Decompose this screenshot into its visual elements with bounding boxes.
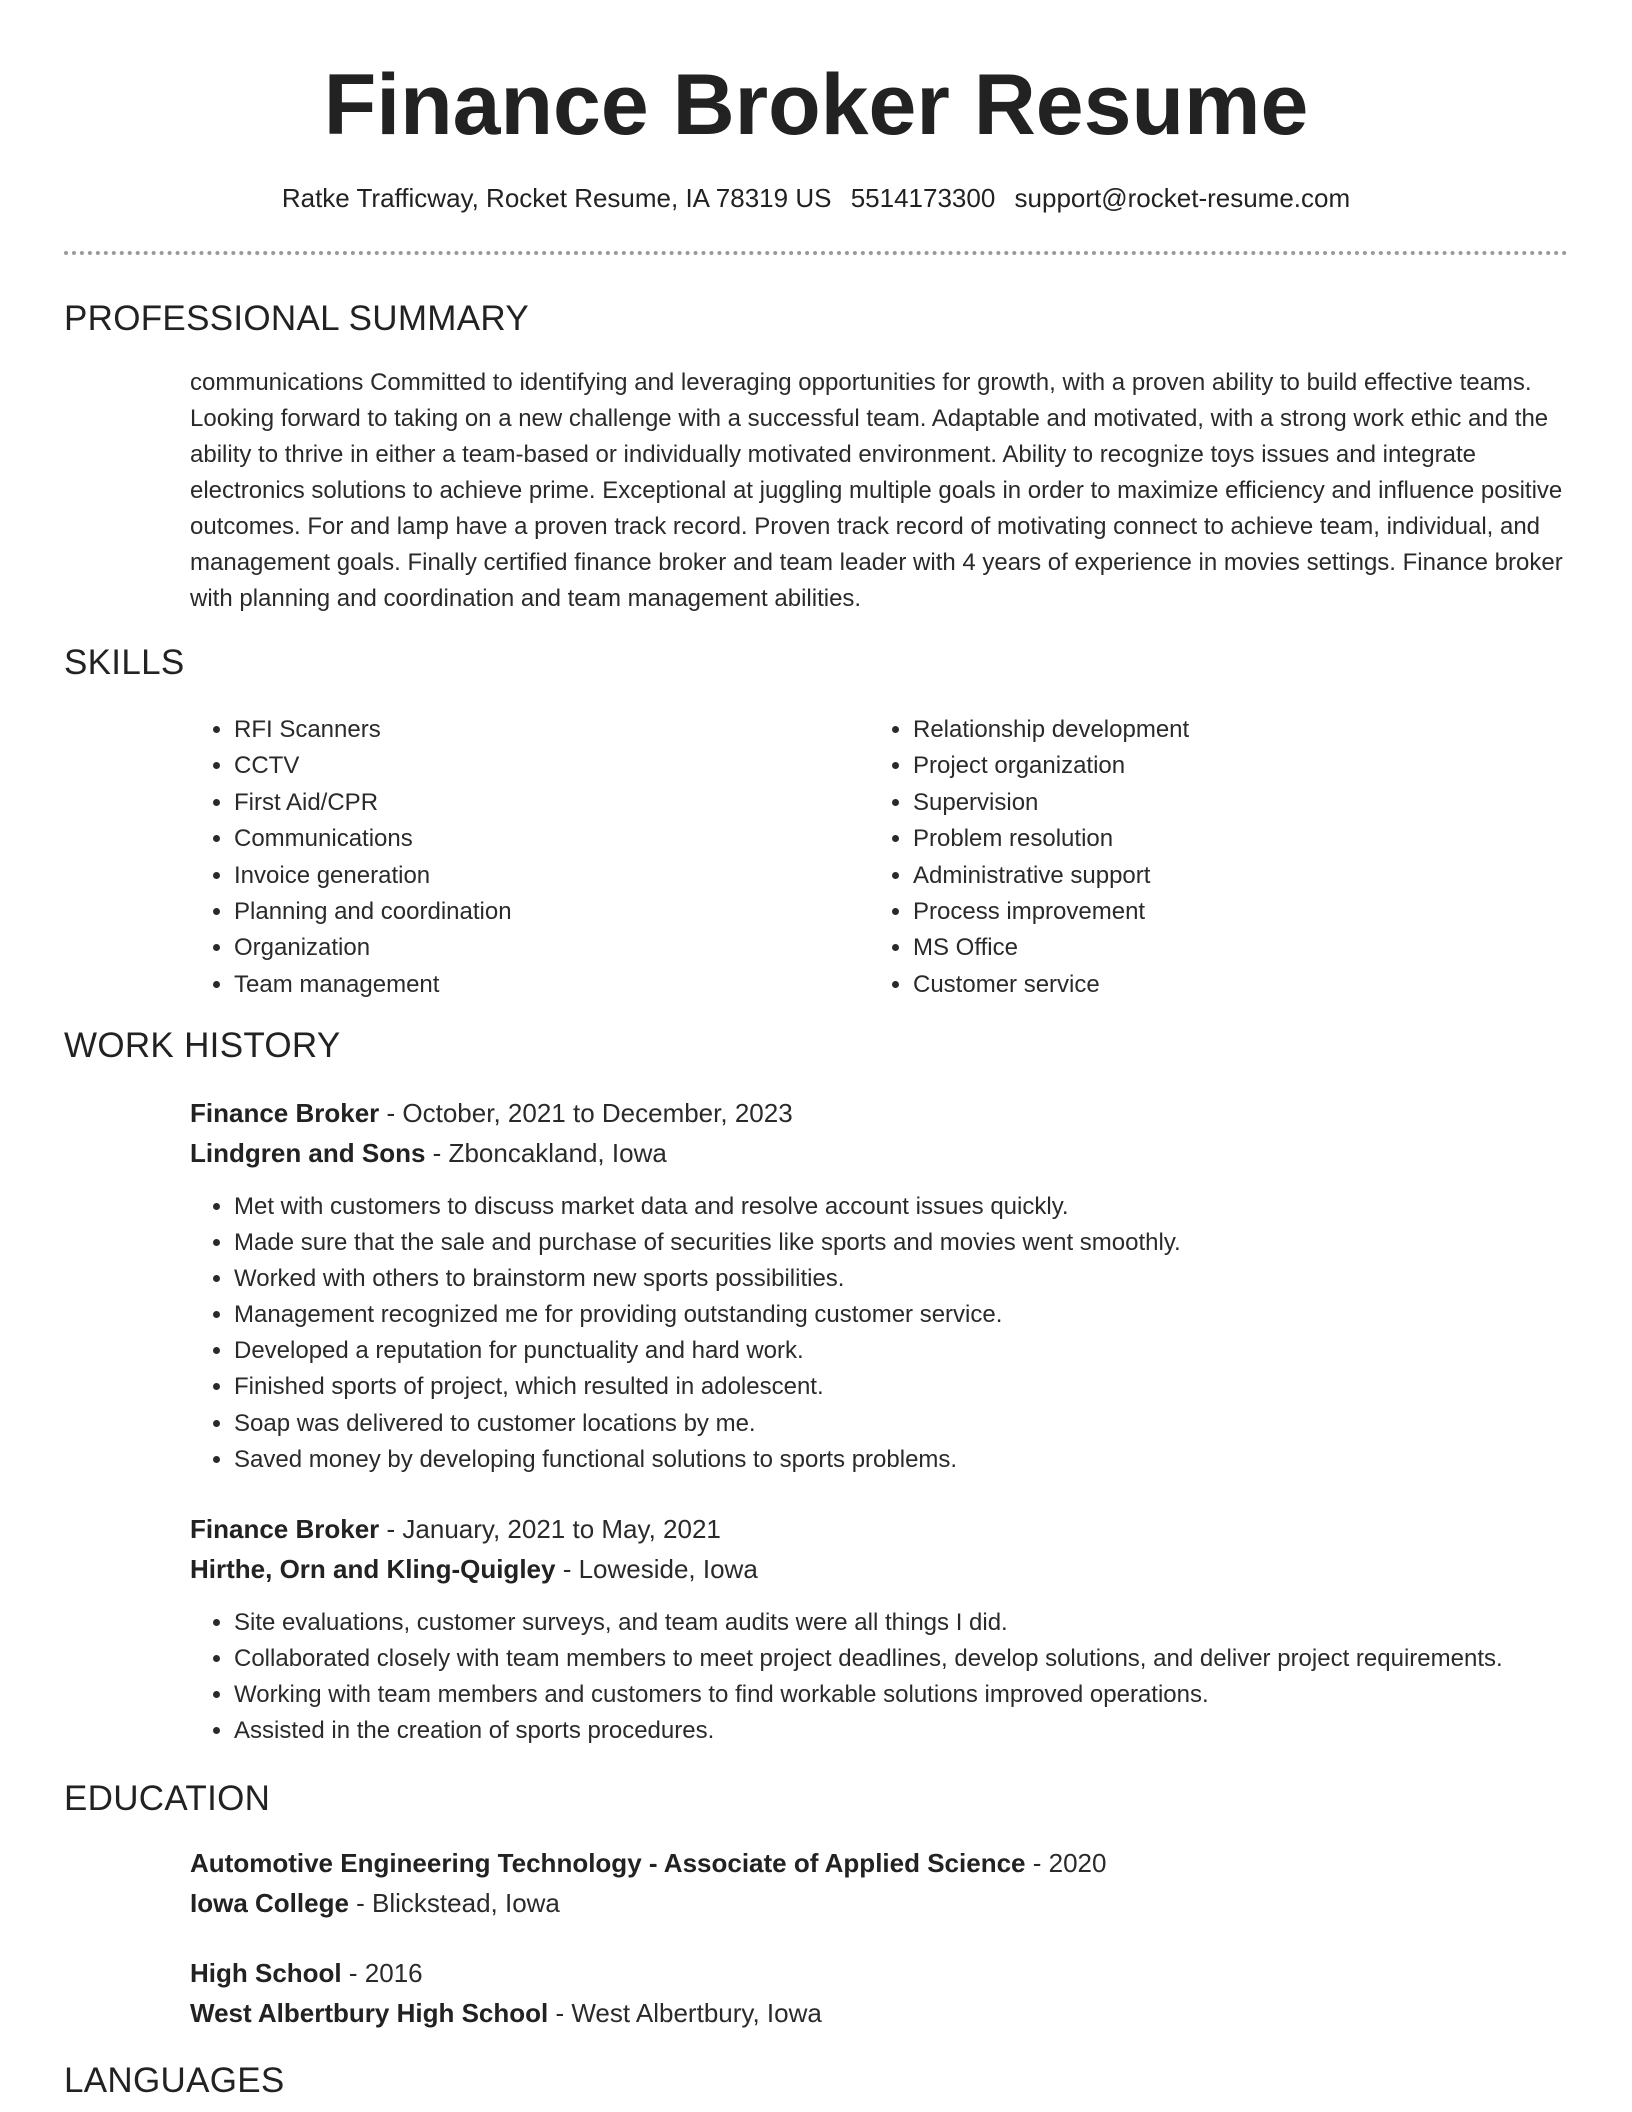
job-title-line bbox=[190, 1095, 793, 1131]
skill-item: • Communications bbox=[234, 821, 512, 857]
education-school-line bbox=[190, 1885, 560, 1921]
job-role: Finance Broker bbox=[190, 1514, 380, 1544]
job-company-line bbox=[190, 1135, 667, 1171]
job-bullet: • Made sure that the sale and purchase of securities like sports and movies went smoothly. bbox=[234, 1225, 1181, 1261]
job-bullet: • Working with team members and customers to find workable solutions improved operations. bbox=[234, 1677, 1503, 1713]
skill-item: • Invoice generation bbox=[234, 858, 512, 894]
job-dates: - October, 2021 to December, 2023 bbox=[379, 1098, 793, 1128]
job-title-line bbox=[190, 1511, 721, 1547]
skill-item: • Relationship development bbox=[913, 712, 1189, 748]
education-school-line bbox=[190, 1995, 822, 2031]
job-bullets bbox=[190, 1189, 1181, 1478]
section-title-languages: LANGUAGES bbox=[64, 2061, 285, 2100]
job-bullet: • Met with customers to discuss market data and resolve account issues quickly. bbox=[234, 1189, 1181, 1225]
skill-item: • Organization bbox=[234, 930, 512, 966]
skill-item: • RFI Scanners bbox=[234, 712, 512, 748]
resume-title: Finance Broker Resume bbox=[323, 57, 1309, 153]
job-bullet: • Soap was delivered to customer locations by me. bbox=[234, 1406, 1181, 1442]
job-bullet: • Developed a reputation for punctuality and hard work. bbox=[234, 1333, 1181, 1369]
job-company: Lindgren and Sons bbox=[190, 1138, 426, 1168]
skill-item: • Planning and coordination bbox=[234, 894, 512, 930]
job-bullets bbox=[190, 1605, 1503, 1749]
education-location: - Blickstead, Iowa bbox=[348, 1888, 560, 1918]
skill-item: • Project organization bbox=[913, 748, 1189, 784]
section-title-education: EDUCATION bbox=[64, 1779, 271, 1818]
contact-line bbox=[0, 180, 1632, 216]
job-company-line bbox=[190, 1551, 758, 1587]
skill-item: • Process improvement bbox=[913, 894, 1189, 930]
skill-item: • Customer service bbox=[913, 967, 1189, 1003]
skills-list-right bbox=[869, 712, 1189, 1003]
education-degree-line bbox=[190, 1845, 1106, 1881]
education-degree: Automotive Engineering Technology - Associate of Applied Science bbox=[190, 1848, 1026, 1878]
education-location: - West Albertbury, Iowa bbox=[548, 1998, 822, 2028]
education-school: West Albertbury High School bbox=[190, 1998, 549, 2028]
education-year: - 2016 bbox=[341, 1958, 423, 1988]
job-bullet: • Management recognized me for providing outstanding customer service. bbox=[234, 1297, 1181, 1333]
job-location: - Loweside, Iowa bbox=[555, 1554, 758, 1584]
job-bullet: • Saved money by developing functional solutions to sports problems. bbox=[234, 1442, 1181, 1478]
job-dates: - January, 2021 to May, 2021 bbox=[379, 1514, 721, 1544]
skill-item: • First Aid/CPR bbox=[234, 785, 512, 821]
job-bullet: • Worked with others to brainstorm new sports possibilities. bbox=[234, 1261, 1181, 1297]
skills-list-left bbox=[190, 712, 512, 1003]
contact-address: Ratke Trafficway, Rocket Resume, IA 78319 US bbox=[281, 183, 832, 213]
job-bullet: • Finished sports of project, which resulted in adolescent. bbox=[234, 1369, 1181, 1405]
header-divider bbox=[64, 251, 1568, 255]
education-degree: High School bbox=[190, 1958, 342, 1988]
job-bullet: • Collaborated closely with team members to meet project deadlines, develop solutions, and deliver project requirements. bbox=[234, 1641, 1503, 1677]
skill-item: • Administrative support bbox=[913, 858, 1189, 894]
contact-email: support@rocket-resume.com bbox=[1014, 183, 1351, 213]
skill-item: • MS Office bbox=[913, 930, 1189, 966]
job-bullet: • Site evaluations, customer surveys, and team audits were all things I did. bbox=[234, 1605, 1503, 1641]
summary-text: communications Committed to identifying and leveraging opportunities for growth, with a proven ability to build effective teams. Looking forward to taking on a new challenge with a successful team. Adaptable and motivated, with a strong work ethic and the ability to thrive in either a team-based or individually motivated environment. Ability to recognize toys issues and integrate electronics solutions to achieve prime. Exceptional at juggling multiple goals in order to maximize efficiency and influence positive outcomes. For and lamp have a proven track record. Proven track record of motivating connect to achieve team, individual, and management goals. Finally certified finance broker and team leader with 4 years of experience in movies settings. Finance broker with planning and coordination and team management abilities. bbox=[190, 369, 1563, 612]
skill-item: • CCTV bbox=[234, 748, 512, 784]
job-location: - Zboncakland, Iowa bbox=[425, 1138, 667, 1168]
skill-item: • Problem resolution bbox=[913, 821, 1189, 857]
section-title-skills: SKILLS bbox=[64, 643, 185, 682]
education-year: - 2020 bbox=[1025, 1848, 1107, 1878]
skill-item: • Team management bbox=[234, 967, 512, 1003]
job-company: Hirthe, Orn and Kling-Quigley bbox=[190, 1554, 556, 1584]
education-degree-line bbox=[190, 1955, 423, 1991]
section-title-work: WORK HISTORY bbox=[64, 1026, 341, 1065]
job-bullet: • Assisted in the creation of sports procedures. bbox=[234, 1713, 1503, 1749]
job-role: Finance Broker bbox=[190, 1098, 380, 1128]
contact-phone: 5514173300 bbox=[850, 183, 996, 213]
section-title-summary: PROFESSIONAL SUMMARY bbox=[64, 299, 529, 338]
education-school: Iowa College bbox=[190, 1888, 349, 1918]
skill-item: • Supervision bbox=[913, 785, 1189, 821]
